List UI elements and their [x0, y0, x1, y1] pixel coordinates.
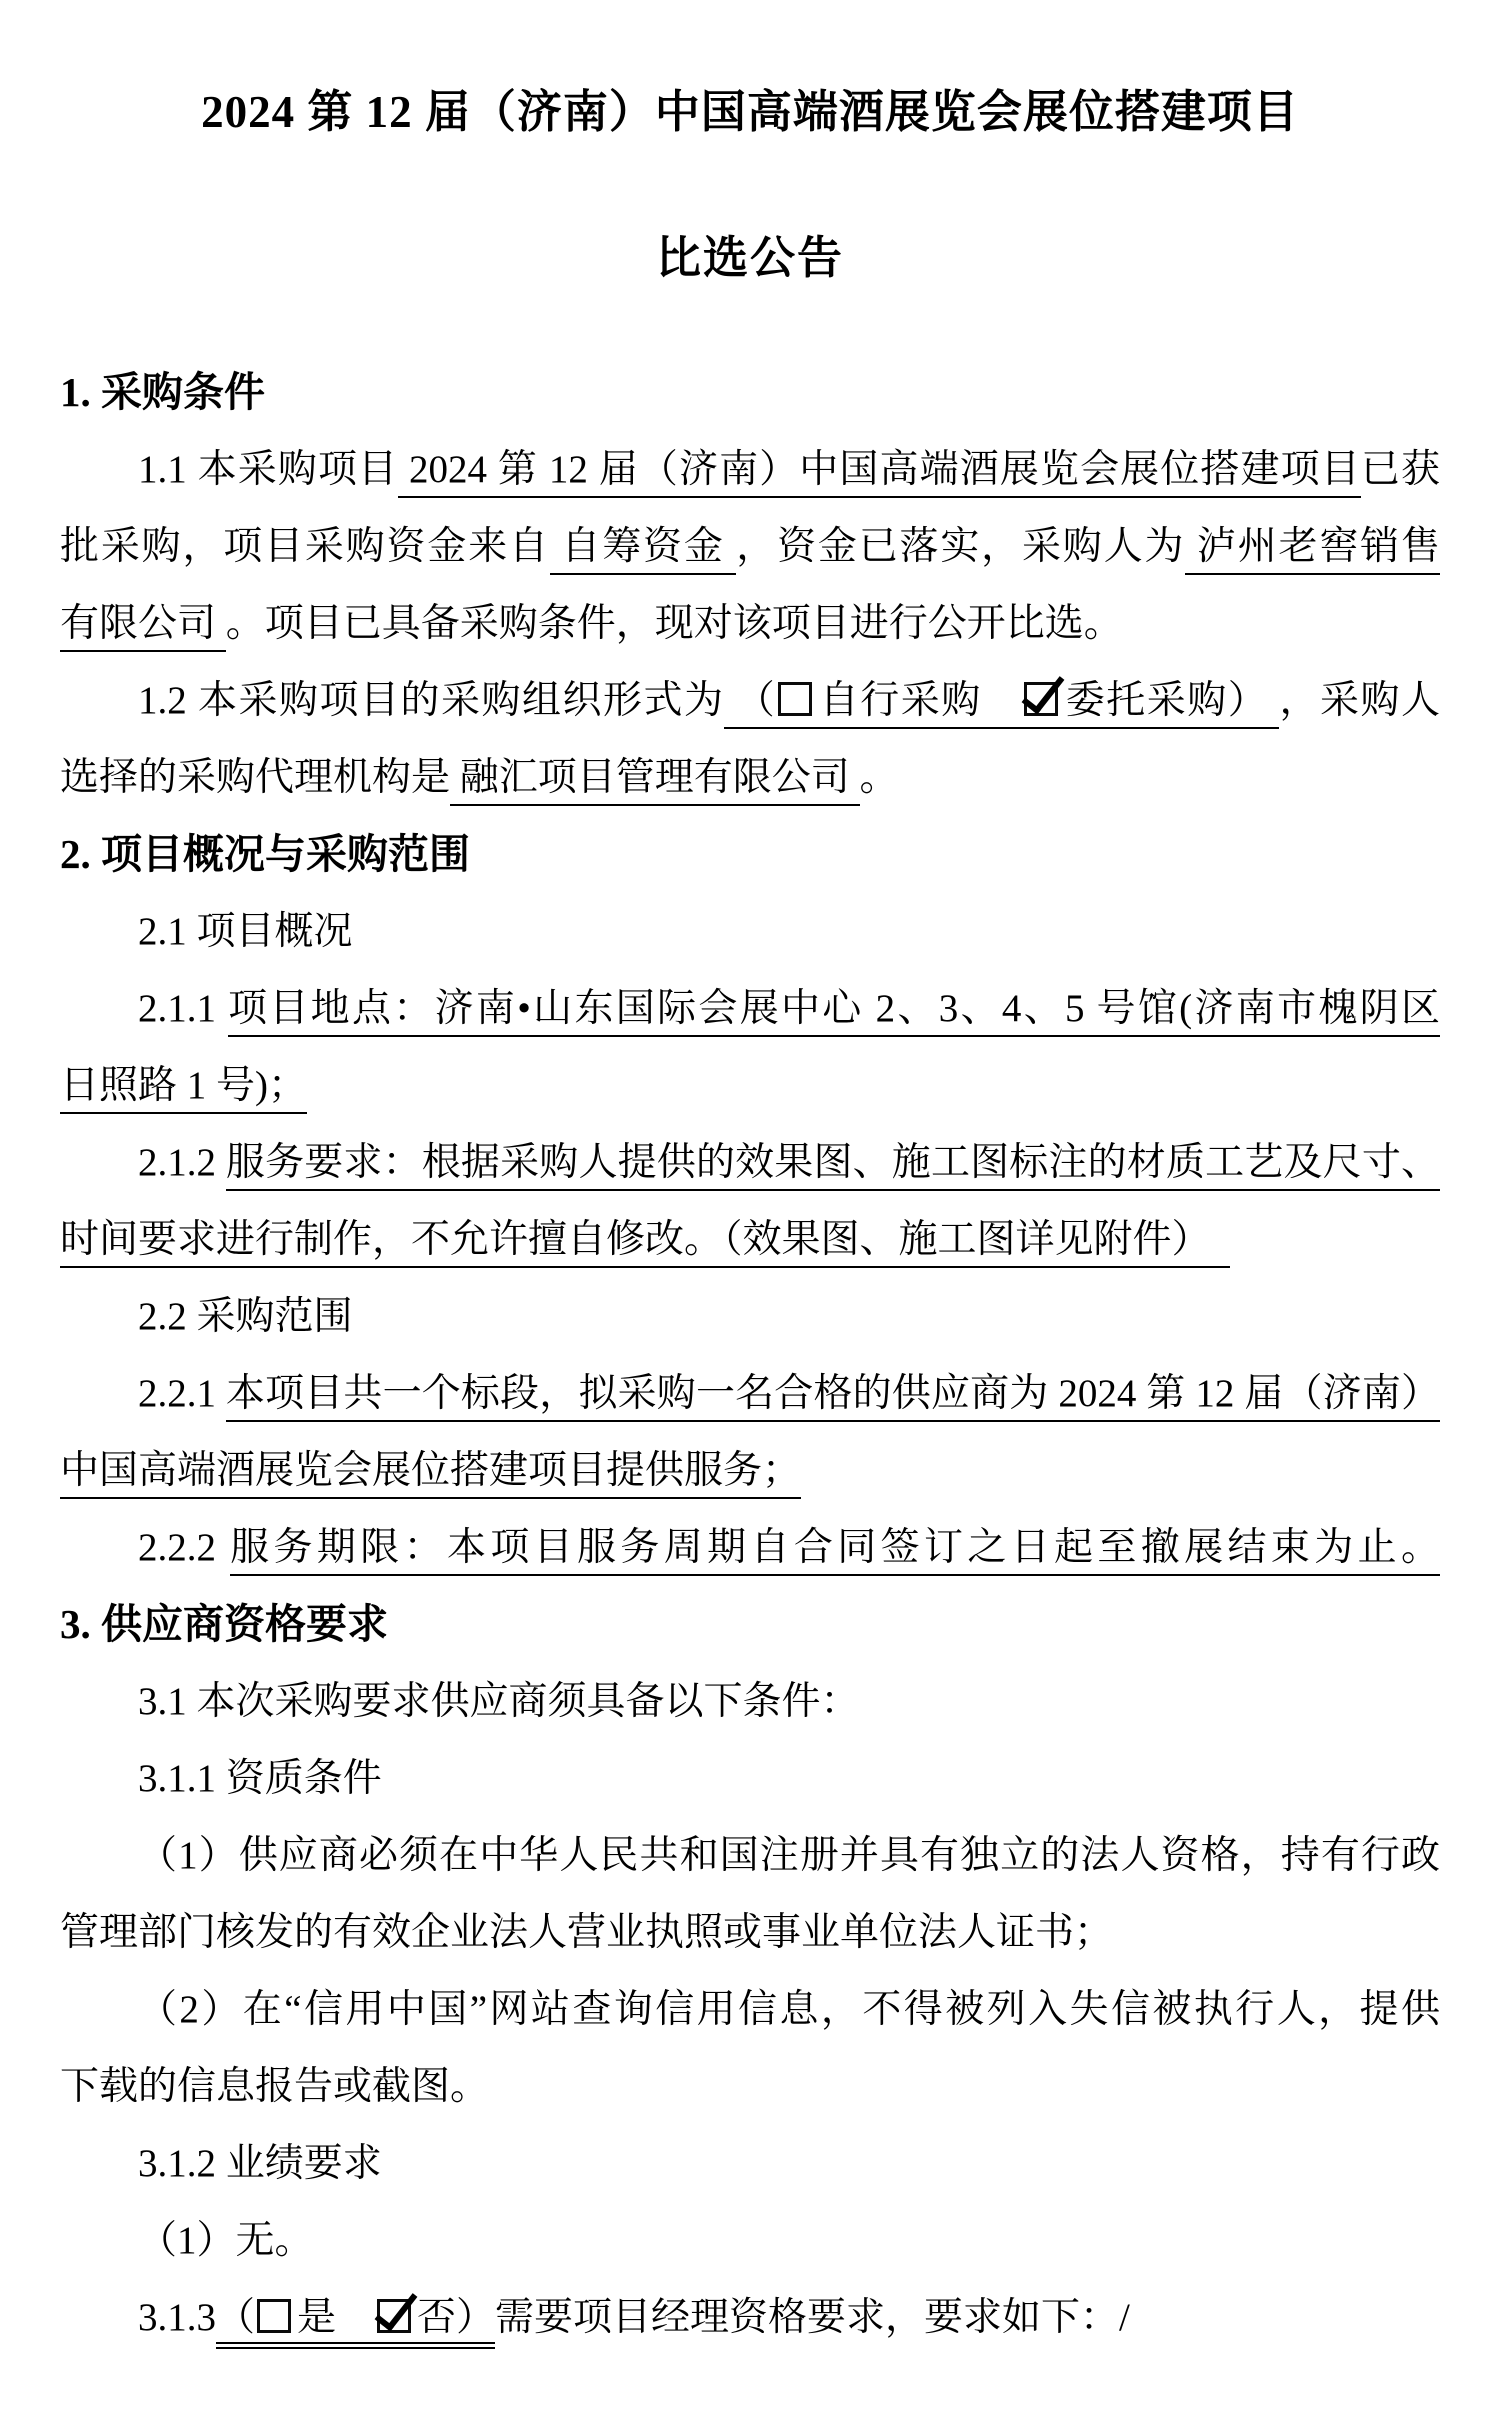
text-run: ，资金已落实，采购人为	[736, 525, 1186, 568]
text-run: 管理部门核发的有效企业法人营业执照或事业单位法人证书；	[60, 1911, 1114, 1954]
paragraph-line	[60, 1740, 1440, 1817]
text-run: 下载的信息报告或截图。	[60, 2065, 490, 2108]
text-run: 2.1.1	[138, 987, 229, 1030]
underlined-text: 泸州老窖销售	[1185, 525, 1440, 575]
paragraph-line	[60, 1355, 1440, 1432]
document-title: 2024 第 12 届（济南）中国高端酒展览会展位搭建项目	[201, 87, 1299, 137]
document-body	[60, 354, 1440, 2356]
text-run: 3.1.3	[138, 2296, 216, 2339]
checkbox-blank-wrap	[1022, 679, 1064, 729]
paragraph-line	[60, 585, 1440, 662]
paragraph-line	[60, 893, 1440, 970]
checkbox-checked-icon	[377, 2299, 411, 2333]
underlined-text: （	[216, 2296, 255, 2349]
text-run: 3. 供应商资格要求	[60, 1601, 388, 1647]
underlined-text: 2024 第 12 届（济南）中国高端酒展览会展位搭建项目	[398, 448, 1361, 498]
paragraph-line	[60, 1971, 1440, 2048]
underlined-text: 委托采购）	[1064, 679, 1279, 729]
paragraph-line	[60, 1817, 1440, 1894]
text-run: ，采购人	[1279, 679, 1440, 722]
paragraph-line	[60, 970, 1440, 1047]
text-run: 1.1 本采购项目	[138, 448, 399, 491]
text-run: 2. 项目概况与采购范围	[60, 831, 470, 877]
text-run: 1.2 本采购项目的采购组织形式为	[138, 679, 725, 722]
underlined-text: 中国高端酒展览会展位搭建项目提供服务；	[60, 1449, 801, 1499]
paragraph-line	[60, 1201, 1440, 1278]
text-run: 3.1.1 资质条件	[138, 1757, 382, 1800]
text-run: 选择的采购代理机构是	[60, 756, 451, 799]
document-subtitle: 比选公告	[655, 233, 844, 283]
text-run: 。项目已具备采购条件，现对该项目进行公开比选。	[225, 602, 1123, 645]
paragraph-line	[60, 431, 1440, 508]
paragraph-line	[60, 1432, 1440, 1509]
paragraph-line	[60, 1278, 1440, 1355]
text-run: 1. 采购条件	[60, 369, 265, 415]
checkbox-blank-wrap	[375, 2296, 417, 2349]
underlined-text: 日照路 1 号)；	[60, 1064, 307, 1114]
paragraph-line	[60, 2048, 1440, 2125]
paragraph-line	[60, 2125, 1440, 2202]
underlined-text: 自行采购	[818, 679, 1022, 729]
text-run: 3.1 本次采购要求供应商须具备以下条件：	[138, 1680, 860, 1723]
paragraph-line	[60, 1663, 1440, 1740]
text-run: （2）在“信用中国”网站查询信用信息，不得被列入失信被执行人，提供	[138, 1988, 1440, 2031]
section-heading	[60, 1586, 1440, 1663]
paragraph-line	[60, 2202, 1440, 2279]
text-run: 2.1.2	[138, 1141, 226, 1184]
underlined-text: （	[724, 679, 776, 729]
paragraph-line	[60, 1894, 1440, 1971]
text-run: 2.2.1	[138, 1372, 226, 1415]
underlined-text: 否）	[417, 2296, 495, 2349]
text-run: （1）供应商必须在中华人民共和国注册并具有独立的法人资格，持有行政	[138, 1834, 1440, 1877]
text-run: 3.1.2 业绩要求	[138, 2142, 382, 2185]
underlined-text: 项目地点：济南•山东国际会展中心 2、3、4、5 号馆(济南市槐阴区	[228, 987, 1440, 1037]
paragraph-line	[60, 2279, 1440, 2356]
underlined-text: 是	[297, 2296, 375, 2349]
text-run: （1）无。	[138, 2219, 314, 2262]
text-run: 2.2 采购范围	[138, 1295, 353, 1338]
text-run: 2.1 项目概况	[138, 910, 353, 953]
text-run: 已获	[1360, 448, 1440, 491]
checkbox-blank-wrap	[255, 2296, 297, 2349]
paragraph-line	[60, 662, 1440, 739]
underlined-text: 服务期限：本项目服务周期自合同签订之日起至撤展结束为止。	[230, 1526, 1440, 1576]
text-run: 批采购，项目采购资金来自	[60, 525, 550, 568]
text-run: 。	[859, 756, 899, 799]
underlined-text: 时间要求进行制作，不允许擅自修改。（效果图、施工图详见附件）	[60, 1218, 1230, 1268]
underlined-text: 有限公司	[60, 602, 226, 652]
checkbox-blank-wrap	[776, 679, 818, 729]
section-heading	[60, 816, 1440, 893]
section-heading	[60, 354, 1440, 431]
paragraph-line	[60, 508, 1440, 585]
underlined-text: 本项目共一个标段，拟采购一名合格的供应商为 2024 第 12 届（济南）	[226, 1372, 1440, 1422]
paragraph-line	[60, 1047, 1440, 1124]
checkbox-unchecked-icon	[778, 682, 812, 716]
text-run: 2.2.2	[138, 1526, 231, 1569]
paragraph-line	[60, 1509, 1440, 1586]
checkbox-checked-icon	[1024, 682, 1058, 716]
paragraph-line	[60, 1124, 1440, 1201]
text-run: 需要项目经理资格要求，要求如下：/	[495, 2296, 1130, 2339]
underlined-text: 服务要求：根据采购人提供的效果图、施工图标注的材质工艺及尺寸、	[226, 1141, 1440, 1191]
checkbox-unchecked-icon	[257, 2299, 291, 2333]
underlined-text: 自筹资金	[550, 525, 736, 575]
paragraph-line	[60, 739, 1440, 816]
underlined-text: 融汇项目管理有限公司	[450, 756, 860, 806]
